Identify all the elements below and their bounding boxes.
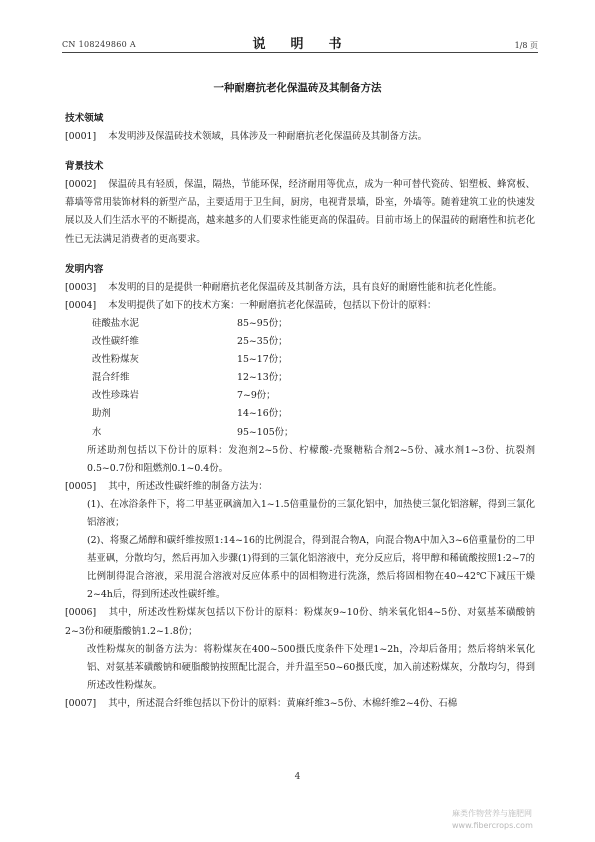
preparation-method: 改性粉煤灰的制备方法为：将粉煤灰在400~500摄氏度条件下处理1~2h，冷却后备用；然后将纳米氧化铝、对氨基苯磺酸钠和硬脂酸钠按照配比混合，并升温至50~60摄氏度，加入前述粉煤灰，分散均匀，得到所述改性粉煤灰。 [87,643,535,691]
ingredient-amount: 14~16份； [237,408,288,420]
additive-description: 所述助剂包括以下份计的原料：发泡剂2~5份、柠檬酸-壳聚糖粘合剂2~5份、减水剂1~3份、抗裂剂0.5~0.7份和阻燃剂0.1~0.4份。 [87,444,535,474]
paragraph-number: [0006] [65,607,97,619]
ingredient-row [65,424,535,442]
section-heading-technical-field: 技术领域 [65,113,104,124]
ingredient-row [65,315,535,333]
paragraph-number: [0003] [65,281,97,293]
paragraph-number: [0001] [65,131,97,143]
ingredient-row [65,405,535,423]
paragraph-text: 其中，所述改性碳纤维的制备方法为： [108,480,268,492]
paragraph-0007 [65,695,535,713]
ingredient-list [65,315,535,442]
paragraph-text: 保温砖具有轻质，保温，隔热，节能环保，经济耐用等优点，成为一种可替代瓷砖、铝塑板、蜂窝板、幕墙等常用装饰材料的新型产品，主要适用于卫生间，厨房，电视背景墙，卧室，外墙等。随着建筑工业的快速发展以及人们生活水平的不断提高，越来越多的人们要求性能更高的保温砖。目前市场上的保温砖的耐磨性和抗老化性已无法满足消费者的更高要求。 [65,179,535,245]
section-heading-invention: 发明内容 [65,263,104,275]
ingredient-row [65,369,535,387]
document-type: 说 明 书 [252,37,348,52]
paragraph-0006 [65,604,535,640]
paragraph-0002 [65,176,535,248]
paragraph-number: [0007] [65,697,97,709]
paragraph-number: [0005] [65,480,97,492]
paragraph-0003 [65,279,535,297]
section-heading-background: 背景技术 [65,161,104,173]
ingredient-amount: 15~17份； [237,354,288,366]
ingredient-name: 水 [92,426,102,438]
ingredient-name: 硅酸盐水泥 [92,317,139,329]
ingredient-row [65,333,535,351]
ingredient-amount: 95~105份； [237,426,294,438]
watermark [452,808,592,832]
paragraph-text: 本发明涉及保温砖技术领域，具体涉及一种耐磨抗老化保温砖及其制备方法。 [108,131,427,143]
ingredient-name: 混合纤维 [92,372,130,384]
publication-number: CN 108249860 A [62,40,136,49]
paragraph-text: 其中，所述混合纤维包括以下份计的原料：黄麻纤维3~5份、木棉纤维2~4份、石棉 [108,697,458,709]
ingredient-row [65,351,535,369]
paragraph-text: 本发明的目的是提供一种耐磨抗老化保温砖及其制备方法，具有良好的耐磨性能和抗老化性能。 [108,281,502,293]
document-title: 一种耐磨抗老化保温砖及其制备方法 [213,82,382,94]
ingredient-name: 助剂 [92,408,111,420]
ingredient-amount: 12~13份； [237,372,288,384]
watermark-site-name: 麻类作物营养与施肥网 [452,809,532,818]
ingredient-name: 改性珍珠岩 [92,390,139,402]
ingredient-row [65,387,535,405]
ingredient-amount: 25~35份； [237,336,288,348]
ingredient-name: 改性碳纤维 [92,336,139,348]
ingredient-name: 改性粉煤灰 [92,354,139,366]
page-number: 4 [294,772,301,782]
paragraph-0005 [65,478,535,496]
paragraph-number: [0004] [65,299,97,311]
ingredient-amount: 85~95份； [237,317,288,329]
paragraph-text: 其中，所述改性粉煤灰包括以下份计的原料：粉煤灰9~10份、纳米氧化铝4~5份、对氨基苯磺酸钠2~3份和硬脂酸钠1.2~1.8份； [65,607,535,637]
page-indicator: 1/8 页 [514,41,538,50]
body-content [65,110,535,713]
ingredient-amount: 7~9份； [237,390,276,402]
paragraph-text: 本发明提供了如下的技术方案：一种耐磨抗老化保温砖，包括以下份计的原料： [108,299,437,311]
watermark-url: www.fibercrops.com [452,821,533,830]
process-step-1: (1)、在冰浴条件下，将二甲基亚砜滴加入1~1.5倍重量份的三氯化铝中，加热使三氯化铝溶解，得到三氯化铝溶液； [87,498,535,528]
paragraph-number: [0002] [65,179,97,191]
paragraph-0004 [65,297,535,315]
header-rule [62,52,538,53]
paragraph-0001 [65,128,535,146]
process-step-2: (2)、将聚乙烯醇和碳纤维按照1:14~16的比例混合，得到混合物A，向混合物A中加入3~6倍重量份的二甲基亚砜，分散均匀，然后再加入步骤(1)得到的三氯化铝溶液中，充分反应后，将甲醇和稀硫酸按照1:2~7的比例制得混合溶液，采用混合溶液对反应体系中的固相物进行洗涤，然后将固相物在40~42℃下减压干燥2~4h后，得到所述改性碳纤维。 [87,535,535,601]
page-header [62,30,538,52]
